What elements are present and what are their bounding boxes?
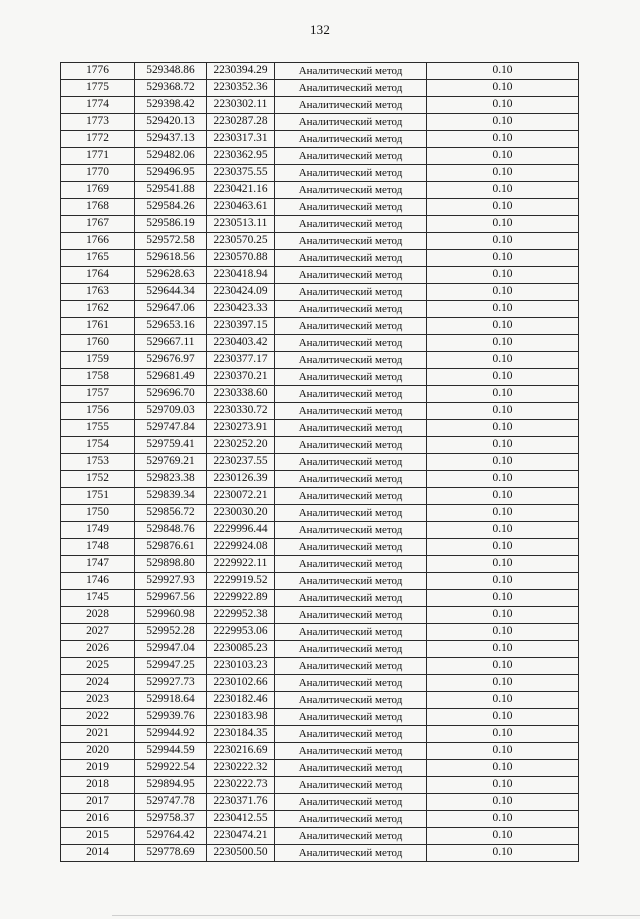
table-row bbox=[61, 709, 579, 726]
table-row bbox=[61, 284, 579, 301]
x-coordinate-cell: 529398.42 bbox=[135, 97, 207, 114]
method-cell: Аналитический метод bbox=[275, 318, 427, 335]
point-number-cell: 2024 bbox=[61, 675, 135, 692]
x-coordinate-cell: 529947.04 bbox=[135, 641, 207, 658]
x-coordinate-cell: 529944.59 bbox=[135, 743, 207, 760]
table-row bbox=[61, 743, 579, 760]
x-coordinate-cell: 529437.13 bbox=[135, 131, 207, 148]
y-coordinate-cell: 2229919.52 bbox=[207, 573, 275, 590]
y-coordinate-cell: 2230216.69 bbox=[207, 743, 275, 760]
accuracy-cell: 0.10 bbox=[427, 165, 579, 182]
x-coordinate-cell: 529947.25 bbox=[135, 658, 207, 675]
point-number-cell: 2017 bbox=[61, 794, 135, 811]
y-coordinate-cell: 2230252.20 bbox=[207, 437, 275, 454]
method-cell: Аналитический метод bbox=[275, 335, 427, 352]
accuracy-cell: 0.10 bbox=[427, 63, 579, 80]
point-number-cell: 1746 bbox=[61, 573, 135, 590]
accuracy-cell: 0.10 bbox=[427, 590, 579, 607]
x-coordinate-cell: 529944.92 bbox=[135, 726, 207, 743]
x-coordinate-cell: 529856.72 bbox=[135, 505, 207, 522]
method-cell: Аналитический метод bbox=[275, 165, 427, 182]
x-coordinate-cell: 529586.19 bbox=[135, 216, 207, 233]
x-coordinate-cell: 529348.86 bbox=[135, 63, 207, 80]
accuracy-cell: 0.10 bbox=[427, 828, 579, 845]
table-row bbox=[61, 760, 579, 777]
y-coordinate-cell: 2230287.28 bbox=[207, 114, 275, 131]
point-number-cell: 1747 bbox=[61, 556, 135, 573]
accuracy-cell: 0.10 bbox=[427, 454, 579, 471]
y-coordinate-cell: 2230418.94 bbox=[207, 267, 275, 284]
method-cell: Аналитический метод bbox=[275, 471, 427, 488]
point-number-cell: 1748 bbox=[61, 539, 135, 556]
table-row bbox=[61, 692, 579, 709]
x-coordinate-cell: 529823.38 bbox=[135, 471, 207, 488]
accuracy-cell: 0.10 bbox=[427, 539, 579, 556]
y-coordinate-cell: 2230330.72 bbox=[207, 403, 275, 420]
y-coordinate-cell: 2230371.76 bbox=[207, 794, 275, 811]
page-number: 132 bbox=[309, 22, 331, 37]
y-coordinate-cell: 2229952.38 bbox=[207, 607, 275, 624]
method-cell: Аналитический метод bbox=[275, 692, 427, 709]
method-cell: Аналитический метод bbox=[275, 267, 427, 284]
x-coordinate-cell: 529667.11 bbox=[135, 335, 207, 352]
x-coordinate-cell: 529681.49 bbox=[135, 369, 207, 386]
method-cell: Аналитический метод bbox=[275, 556, 427, 573]
accuracy-cell: 0.10 bbox=[427, 726, 579, 743]
x-coordinate-cell: 529848.76 bbox=[135, 522, 207, 539]
point-number-cell: 1767 bbox=[61, 216, 135, 233]
y-coordinate-cell: 2229924.08 bbox=[207, 539, 275, 556]
method-cell: Аналитический метод bbox=[275, 743, 427, 760]
x-coordinate-cell: 529676.97 bbox=[135, 352, 207, 369]
accuracy-cell: 0.10 bbox=[427, 692, 579, 709]
accuracy-cell: 0.10 bbox=[427, 811, 579, 828]
table-row bbox=[61, 369, 579, 386]
table-row bbox=[61, 624, 579, 641]
table-row bbox=[61, 505, 579, 522]
table-row bbox=[61, 250, 579, 267]
accuracy-cell: 0.10 bbox=[427, 267, 579, 284]
x-coordinate-cell: 529952.28 bbox=[135, 624, 207, 641]
accuracy-cell: 0.10 bbox=[427, 505, 579, 522]
x-coordinate-cell: 529759.41 bbox=[135, 437, 207, 454]
y-coordinate-cell: 2230412.55 bbox=[207, 811, 275, 828]
accuracy-cell: 0.10 bbox=[427, 471, 579, 488]
table-row bbox=[61, 590, 579, 607]
method-cell: Аналитический метод bbox=[275, 726, 427, 743]
table-row bbox=[61, 114, 579, 131]
point-number-cell: 2028 bbox=[61, 607, 135, 624]
accuracy-cell: 0.10 bbox=[427, 794, 579, 811]
point-number-cell: 1769 bbox=[61, 182, 135, 199]
method-cell: Аналитический метод bbox=[275, 709, 427, 726]
y-coordinate-cell: 2230072.21 bbox=[207, 488, 275, 505]
method-cell: Аналитический метод bbox=[275, 216, 427, 233]
table-row bbox=[61, 165, 579, 182]
x-coordinate-cell: 529922.54 bbox=[135, 760, 207, 777]
x-coordinate-cell: 529747.84 bbox=[135, 420, 207, 437]
y-coordinate-cell: 2230375.55 bbox=[207, 165, 275, 182]
table-row bbox=[61, 301, 579, 318]
y-coordinate-cell: 2229922.89 bbox=[207, 590, 275, 607]
y-coordinate-cell: 2229996.44 bbox=[207, 522, 275, 539]
accuracy-cell: 0.10 bbox=[427, 420, 579, 437]
x-coordinate-cell: 529420.13 bbox=[135, 114, 207, 131]
y-coordinate-cell: 2230302.11 bbox=[207, 97, 275, 114]
x-coordinate-cell: 529876.61 bbox=[135, 539, 207, 556]
y-coordinate-cell: 2230424.09 bbox=[207, 284, 275, 301]
y-coordinate-cell: 2230352.36 bbox=[207, 80, 275, 97]
x-coordinate-cell: 529647.06 bbox=[135, 301, 207, 318]
point-number-cell: 1765 bbox=[61, 250, 135, 267]
table-row bbox=[61, 216, 579, 233]
x-coordinate-cell: 529482.06 bbox=[135, 148, 207, 165]
x-coordinate-cell: 529898.80 bbox=[135, 556, 207, 573]
table-row bbox=[61, 471, 579, 488]
table-row bbox=[61, 828, 579, 845]
y-coordinate-cell: 2230102.66 bbox=[207, 675, 275, 692]
point-number-cell: 1751 bbox=[61, 488, 135, 505]
point-number-cell: 2026 bbox=[61, 641, 135, 658]
accuracy-cell: 0.10 bbox=[427, 437, 579, 454]
x-coordinate-cell: 529747.78 bbox=[135, 794, 207, 811]
x-coordinate-cell: 529960.98 bbox=[135, 607, 207, 624]
accuracy-cell: 0.10 bbox=[427, 573, 579, 590]
point-number-cell: 1773 bbox=[61, 114, 135, 131]
point-number-cell: 1754 bbox=[61, 437, 135, 454]
method-cell: Аналитический метод bbox=[275, 131, 427, 148]
accuracy-cell: 0.10 bbox=[427, 301, 579, 318]
accuracy-cell: 0.10 bbox=[427, 182, 579, 199]
y-coordinate-cell: 2230403.42 bbox=[207, 335, 275, 352]
x-coordinate-cell: 529644.34 bbox=[135, 284, 207, 301]
accuracy-cell: 0.10 bbox=[427, 369, 579, 386]
x-coordinate-cell: 529758.37 bbox=[135, 811, 207, 828]
method-cell: Аналитический метод bbox=[275, 760, 427, 777]
method-cell: Аналитический метод bbox=[275, 573, 427, 590]
table-row bbox=[61, 522, 579, 539]
method-cell: Аналитический метод bbox=[275, 794, 427, 811]
y-coordinate-cell: 2230397.15 bbox=[207, 318, 275, 335]
table-row bbox=[61, 420, 579, 437]
table-row bbox=[61, 556, 579, 573]
accuracy-cell: 0.10 bbox=[427, 386, 579, 403]
method-cell: Аналитический метод bbox=[275, 420, 427, 437]
x-coordinate-cell: 529653.16 bbox=[135, 318, 207, 335]
y-coordinate-cell: 2230030.20 bbox=[207, 505, 275, 522]
table-row bbox=[61, 335, 579, 352]
x-coordinate-cell: 529628.63 bbox=[135, 267, 207, 284]
y-coordinate-cell: 2230103.23 bbox=[207, 658, 275, 675]
method-cell: Аналитический метод bbox=[275, 369, 427, 386]
method-cell: Аналитический метод bbox=[275, 522, 427, 539]
y-coordinate-cell: 2230474.21 bbox=[207, 828, 275, 845]
point-number-cell: 1766 bbox=[61, 233, 135, 250]
accuracy-cell: 0.10 bbox=[427, 284, 579, 301]
accuracy-cell: 0.10 bbox=[427, 318, 579, 335]
y-coordinate-cell: 2230183.98 bbox=[207, 709, 275, 726]
point-number-cell: 1757 bbox=[61, 386, 135, 403]
x-coordinate-cell: 529894.95 bbox=[135, 777, 207, 794]
accuracy-cell: 0.10 bbox=[427, 845, 579, 862]
table-row bbox=[61, 658, 579, 675]
table-row bbox=[61, 318, 579, 335]
x-coordinate-cell: 529967.56 bbox=[135, 590, 207, 607]
method-cell: Аналитический метод bbox=[275, 641, 427, 658]
x-coordinate-cell: 529709.03 bbox=[135, 403, 207, 420]
table-row bbox=[61, 641, 579, 658]
y-coordinate-cell: 2230317.31 bbox=[207, 131, 275, 148]
table-row bbox=[61, 488, 579, 505]
point-number-cell: 1764 bbox=[61, 267, 135, 284]
method-cell: Аналитический метод bbox=[275, 352, 427, 369]
point-number-cell: 2014 bbox=[61, 845, 135, 862]
point-number-cell: 1768 bbox=[61, 199, 135, 216]
method-cell: Аналитический метод bbox=[275, 63, 427, 80]
y-coordinate-cell: 2230237.55 bbox=[207, 454, 275, 471]
accuracy-cell: 0.10 bbox=[427, 233, 579, 250]
method-cell: Аналитический метод bbox=[275, 675, 427, 692]
x-coordinate-cell: 529618.56 bbox=[135, 250, 207, 267]
y-coordinate-cell: 2230421.16 bbox=[207, 182, 275, 199]
x-coordinate-cell: 529939.76 bbox=[135, 709, 207, 726]
table-row bbox=[61, 148, 579, 165]
method-cell: Аналитический метод bbox=[275, 828, 427, 845]
y-coordinate-cell: 2230370.21 bbox=[207, 369, 275, 386]
table-row bbox=[61, 573, 579, 590]
point-number-cell: 1753 bbox=[61, 454, 135, 471]
y-coordinate-cell: 2230362.95 bbox=[207, 148, 275, 165]
accuracy-cell: 0.10 bbox=[427, 131, 579, 148]
point-number-cell: 2021 bbox=[61, 726, 135, 743]
method-cell: Аналитический метод bbox=[275, 437, 427, 454]
x-coordinate-cell: 529572.58 bbox=[135, 233, 207, 250]
accuracy-cell: 0.10 bbox=[427, 488, 579, 505]
y-coordinate-cell: 2230222.32 bbox=[207, 760, 275, 777]
y-coordinate-cell: 2229922.11 bbox=[207, 556, 275, 573]
table-row bbox=[61, 199, 579, 216]
table-row bbox=[61, 182, 579, 199]
point-number-cell: 1762 bbox=[61, 301, 135, 318]
table-row bbox=[61, 352, 579, 369]
x-coordinate-cell: 529496.95 bbox=[135, 165, 207, 182]
method-cell: Аналитический метод bbox=[275, 811, 427, 828]
y-coordinate-cell: 2230463.61 bbox=[207, 199, 275, 216]
point-number-cell: 1759 bbox=[61, 352, 135, 369]
method-cell: Аналитический метод bbox=[275, 845, 427, 862]
table-row bbox=[61, 80, 579, 97]
accuracy-cell: 0.10 bbox=[427, 250, 579, 267]
x-coordinate-cell: 529839.34 bbox=[135, 488, 207, 505]
accuracy-cell: 0.10 bbox=[427, 556, 579, 573]
accuracy-cell: 0.10 bbox=[427, 335, 579, 352]
table-row bbox=[61, 454, 579, 471]
table-row bbox=[61, 386, 579, 403]
accuracy-cell: 0.10 bbox=[427, 658, 579, 675]
method-cell: Аналитический метод bbox=[275, 777, 427, 794]
y-coordinate-cell: 2230222.73 bbox=[207, 777, 275, 794]
table-row bbox=[61, 437, 579, 454]
x-coordinate-cell: 529696.70 bbox=[135, 386, 207, 403]
method-cell: Аналитический метод bbox=[275, 505, 427, 522]
point-number-cell: 2019 bbox=[61, 760, 135, 777]
table-row bbox=[61, 233, 579, 250]
method-cell: Аналитический метод bbox=[275, 607, 427, 624]
x-coordinate-cell: 529927.73 bbox=[135, 675, 207, 692]
x-coordinate-cell: 529541.88 bbox=[135, 182, 207, 199]
y-coordinate-cell: 2230184.35 bbox=[207, 726, 275, 743]
method-cell: Аналитический метод bbox=[275, 658, 427, 675]
page-bottom-rule bbox=[112, 915, 640, 916]
point-number-cell: 2020 bbox=[61, 743, 135, 760]
method-cell: Аналитический метод bbox=[275, 284, 427, 301]
x-coordinate-cell: 529927.93 bbox=[135, 573, 207, 590]
method-cell: Аналитический метод bbox=[275, 182, 427, 199]
x-coordinate-cell: 529778.69 bbox=[135, 845, 207, 862]
y-coordinate-cell: 2230085.23 bbox=[207, 641, 275, 658]
y-coordinate-cell: 2230273.91 bbox=[207, 420, 275, 437]
table-row bbox=[61, 267, 579, 284]
method-cell: Аналитический метод bbox=[275, 114, 427, 131]
method-cell: Аналитический метод bbox=[275, 80, 427, 97]
method-cell: Аналитический метод bbox=[275, 199, 427, 216]
accuracy-cell: 0.10 bbox=[427, 709, 579, 726]
table-row bbox=[61, 131, 579, 148]
point-number-cell: 1745 bbox=[61, 590, 135, 607]
point-number-cell: 1755 bbox=[61, 420, 135, 437]
accuracy-cell: 0.10 bbox=[427, 675, 579, 692]
point-number-cell: 1760 bbox=[61, 335, 135, 352]
table-row bbox=[61, 63, 579, 80]
method-cell: Аналитический метод bbox=[275, 403, 427, 420]
accuracy-cell: 0.10 bbox=[427, 80, 579, 97]
method-cell: Аналитический метод bbox=[275, 97, 427, 114]
point-number-cell: 1776 bbox=[61, 63, 135, 80]
point-number-cell: 2022 bbox=[61, 709, 135, 726]
y-coordinate-cell: 2230394.29 bbox=[207, 63, 275, 80]
method-cell: Аналитический метод bbox=[275, 488, 427, 505]
x-coordinate-cell: 529764.42 bbox=[135, 828, 207, 845]
accuracy-cell: 0.10 bbox=[427, 403, 579, 420]
point-number-cell: 1752 bbox=[61, 471, 135, 488]
y-coordinate-cell: 2230182.46 bbox=[207, 692, 275, 709]
method-cell: Аналитический метод bbox=[275, 539, 427, 556]
method-cell: Аналитический метод bbox=[275, 250, 427, 267]
point-number-cell: 1770 bbox=[61, 165, 135, 182]
accuracy-cell: 0.10 bbox=[427, 760, 579, 777]
method-cell: Аналитический метод bbox=[275, 624, 427, 641]
table-row bbox=[61, 726, 579, 743]
coordinates-table bbox=[60, 62, 579, 862]
table-row bbox=[61, 539, 579, 556]
point-number-cell: 1758 bbox=[61, 369, 135, 386]
y-coordinate-cell: 2230423.33 bbox=[207, 301, 275, 318]
point-number-cell: 1763 bbox=[61, 284, 135, 301]
y-coordinate-cell: 2230338.60 bbox=[207, 386, 275, 403]
accuracy-cell: 0.10 bbox=[427, 607, 579, 624]
point-number-cell: 1749 bbox=[61, 522, 135, 539]
y-coordinate-cell: 2230126.39 bbox=[207, 471, 275, 488]
accuracy-cell: 0.10 bbox=[427, 522, 579, 539]
point-number-cell: 1771 bbox=[61, 148, 135, 165]
point-number-cell: 2027 bbox=[61, 624, 135, 641]
method-cell: Аналитический метод bbox=[275, 148, 427, 165]
point-number-cell: 1756 bbox=[61, 403, 135, 420]
point-number-cell: 1774 bbox=[61, 97, 135, 114]
method-cell: Аналитический метод bbox=[275, 590, 427, 607]
accuracy-cell: 0.10 bbox=[427, 641, 579, 658]
method-cell: Аналитический метод bbox=[275, 454, 427, 471]
table-row bbox=[61, 675, 579, 692]
accuracy-cell: 0.10 bbox=[427, 624, 579, 641]
accuracy-cell: 0.10 bbox=[427, 199, 579, 216]
x-coordinate-cell: 529918.64 bbox=[135, 692, 207, 709]
coordinates-table-body bbox=[61, 63, 579, 862]
y-coordinate-cell: 2230377.17 bbox=[207, 352, 275, 369]
accuracy-cell: 0.10 bbox=[427, 97, 579, 114]
table-row bbox=[61, 403, 579, 420]
accuracy-cell: 0.10 bbox=[427, 148, 579, 165]
point-number-cell: 2018 bbox=[61, 777, 135, 794]
x-coordinate-cell: 529368.72 bbox=[135, 80, 207, 97]
method-cell: Аналитический метод bbox=[275, 386, 427, 403]
table-row bbox=[61, 845, 579, 862]
table-row bbox=[61, 794, 579, 811]
accuracy-cell: 0.10 bbox=[427, 777, 579, 794]
point-number-cell: 2016 bbox=[61, 811, 135, 828]
table-row bbox=[61, 97, 579, 114]
x-coordinate-cell: 529769.21 bbox=[135, 454, 207, 471]
accuracy-cell: 0.10 bbox=[427, 743, 579, 760]
accuracy-cell: 0.10 bbox=[427, 352, 579, 369]
y-coordinate-cell: 2229953.06 bbox=[207, 624, 275, 641]
point-number-cell: 2025 bbox=[61, 658, 135, 675]
method-cell: Аналитический метод bbox=[275, 301, 427, 318]
accuracy-cell: 0.10 bbox=[427, 114, 579, 131]
y-coordinate-cell: 2230570.88 bbox=[207, 250, 275, 267]
y-coordinate-cell: 2230500.50 bbox=[207, 845, 275, 862]
point-number-cell: 1775 bbox=[61, 80, 135, 97]
accuracy-cell: 0.10 bbox=[427, 216, 579, 233]
point-number-cell: 1761 bbox=[61, 318, 135, 335]
point-number-cell: 1750 bbox=[61, 505, 135, 522]
table-row bbox=[61, 811, 579, 828]
y-coordinate-cell: 2230513.11 bbox=[207, 216, 275, 233]
x-coordinate-cell: 529584.26 bbox=[135, 199, 207, 216]
method-cell: Аналитический метод bbox=[275, 233, 427, 250]
table-row bbox=[61, 607, 579, 624]
y-coordinate-cell: 2230570.25 bbox=[207, 233, 275, 250]
point-number-cell: 2023 bbox=[61, 692, 135, 709]
point-number-cell: 1772 bbox=[61, 131, 135, 148]
table-row bbox=[61, 777, 579, 794]
point-number-cell: 2015 bbox=[61, 828, 135, 845]
